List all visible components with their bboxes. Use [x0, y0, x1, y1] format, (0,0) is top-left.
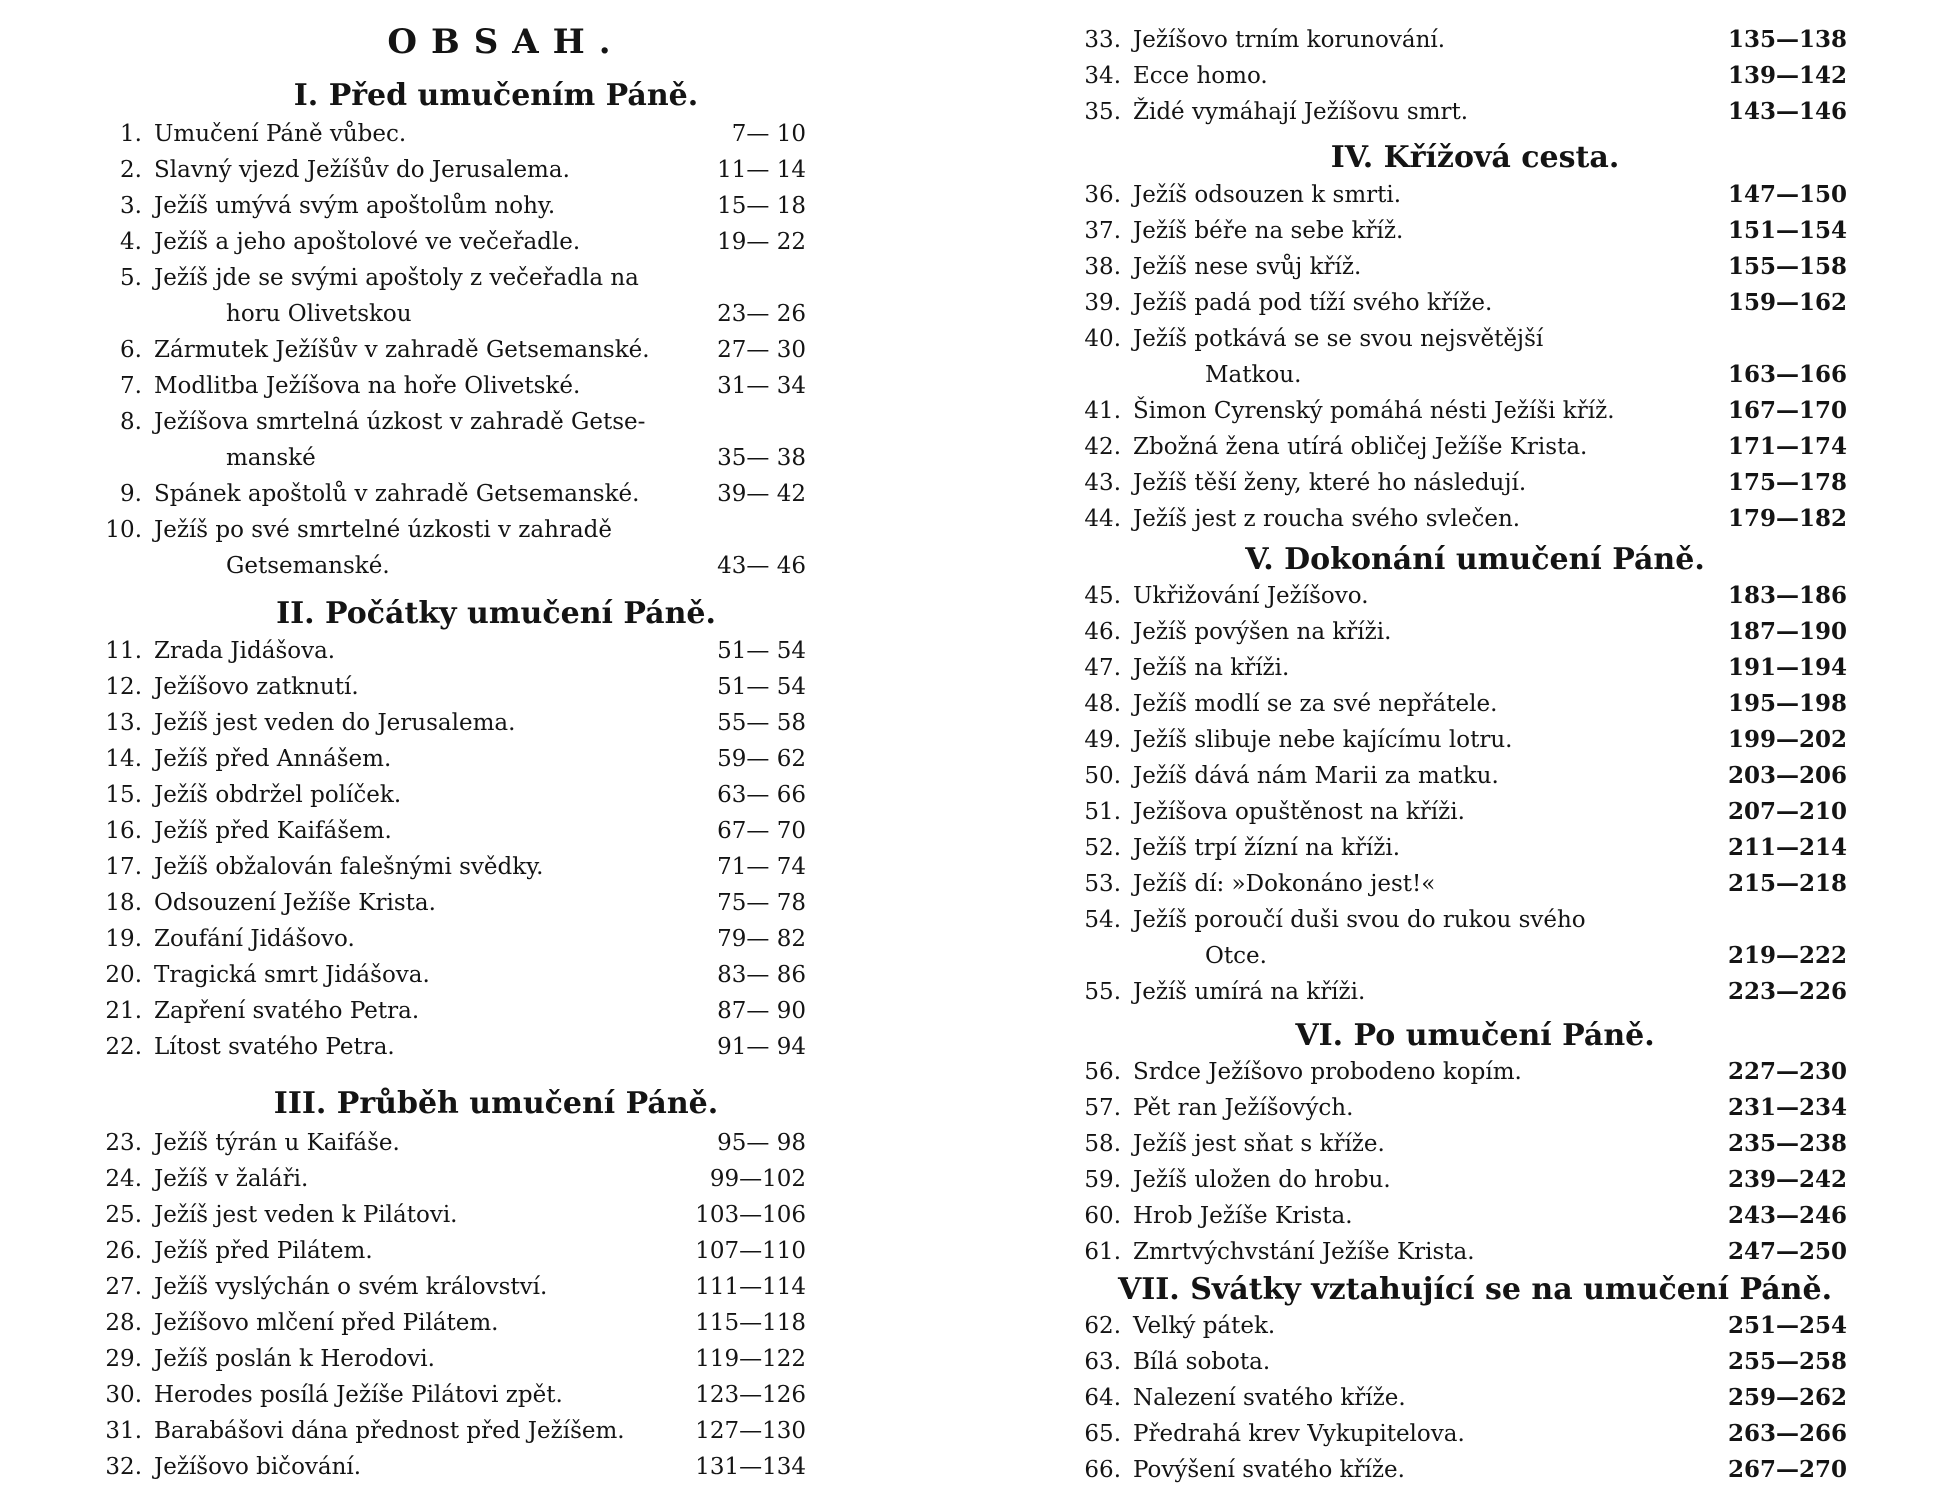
entry-pages: 179—182 [1727, 505, 1847, 532]
toc-entry [1075, 213, 1875, 249]
entry-title: Ježíš na kříži. [1133, 655, 1290, 681]
entry-number: 13. [105, 710, 142, 736]
toc-entry [1075, 429, 1875, 465]
entry-number: 60. [1084, 1203, 1121, 1229]
entry-pages: 35— 38 [717, 445, 806, 471]
entry-title: Barabášovi dána přednost před Ježíšem. [154, 1418, 625, 1444]
entry-title: Ježíš dává nám Marii za matku. [1133, 763, 1499, 789]
entry-title: Zoufání Jidášovo. [154, 926, 355, 952]
entry-title: Ježíš odsouzen k smrti. [1133, 182, 1402, 208]
entry-pages: 235—238 [1727, 1130, 1847, 1157]
entry-number: 19. [105, 926, 142, 952]
toc-entry [1075, 1126, 1875, 1162]
entry-number: 3. [120, 193, 142, 219]
entry-title: Šimon Cyrenský pomáhá nésti Ježíši kříž. [1133, 398, 1615, 424]
entry-number: 62. [1084, 1313, 1121, 1339]
entry-number: 63. [1084, 1349, 1121, 1375]
toc-entry [96, 1341, 896, 1377]
entry-number: 37. [1084, 218, 1121, 244]
entry-title: Ježíšova smrtelná úzkost v zahradě Getse- [154, 409, 646, 435]
entry-title: Ježíšova opuštěnost na kříži. [1133, 799, 1465, 825]
entry-title: Ježíš umývá svým apoštolům nohy. [154, 193, 556, 219]
toc-entry [96, 633, 896, 669]
entry-pages: 51— 54 [717, 674, 806, 700]
entry-pages: 111—114 [695, 1274, 806, 1300]
entry-number: 52. [1084, 835, 1121, 861]
entry-number: 6. [120, 337, 142, 363]
entry-title: Bílá sobota. [1133, 1349, 1271, 1375]
entry-title: Srdce Ježíšovo probodeno kopím. [1133, 1059, 1522, 1085]
entry-number: 17. [105, 854, 142, 880]
entry-title: Ježíšovo bičování. [154, 1454, 362, 1480]
entry-number: 61. [1084, 1239, 1121, 1265]
entry-title: Ježíšovo trním korunování. [1133, 27, 1446, 53]
entry-number: 49. [1084, 727, 1121, 753]
toc-entry [96, 1125, 896, 1161]
entry-number: 27. [105, 1274, 142, 1300]
entry-pages: 203—206 [1727, 762, 1847, 789]
entry-pages: 215—218 [1727, 870, 1847, 897]
toc-entry [96, 476, 896, 512]
entry-pages: 7— 10 [731, 121, 806, 147]
toc-entry [1075, 830, 1875, 866]
entry-title: Modlitba Ježíšova na hoře Olivetské. [154, 373, 581, 399]
entry-pages: 11— 14 [717, 157, 806, 183]
toc-entry [1075, 1198, 1875, 1234]
toc-entry [1075, 1416, 1875, 1452]
toc-entry [1075, 285, 1875, 321]
entry-number: 48. [1084, 691, 1121, 717]
entry-title: Lítost svatého Petra. [154, 1034, 395, 1060]
toc-entry [1075, 249, 1875, 285]
entry-number: 12. [105, 674, 142, 700]
entry-title-continuation: horu Olivetskou [226, 301, 412, 327]
entry-title: Velký pátek. [1133, 1313, 1276, 1339]
entry-title: Předrahá krev Vykupitelova. [1133, 1421, 1465, 1447]
toc-entry [1075, 902, 1875, 974]
entry-number: 58. [1084, 1131, 1121, 1157]
entry-pages: 143—146 [1727, 98, 1847, 125]
entry-pages: 207—210 [1727, 798, 1847, 825]
entry-pages: 51— 54 [717, 638, 806, 664]
toc-entry [96, 1449, 896, 1485]
entry-title: Ježíš a jeho apoštolové ve večeřadle. [154, 229, 581, 255]
section-heading: V. Dokonání umučení Páně. [1245, 542, 1705, 577]
page-title: OBSAH. [387, 22, 625, 62]
entry-title: Židé vymáhají Ježíšovu smrt. [1133, 99, 1469, 125]
entry-pages: 39— 42 [717, 481, 806, 507]
entry-number: 23. [105, 1130, 142, 1156]
toc-entry [96, 957, 896, 993]
entry-pages: 59— 62 [717, 746, 806, 772]
entry-number: 41. [1084, 398, 1121, 424]
entry-number: 5. [120, 265, 142, 291]
entry-title: Ježíš jest veden k Pilátovi. [154, 1202, 458, 1228]
toc-entry [96, 741, 896, 777]
entry-title: Ecce homo. [1133, 63, 1268, 89]
toc-entry [96, 152, 896, 188]
toc-entry [1075, 1308, 1875, 1344]
entry-pages: 91— 94 [717, 1034, 806, 1060]
entry-title: Ježíš jest z roucha svého svlečen. [1133, 506, 1521, 532]
toc-entry [1075, 393, 1875, 429]
toc-entry [1075, 1054, 1875, 1090]
toc-entry [96, 368, 896, 404]
toc-entry [1075, 1380, 1875, 1416]
toc-entry [1075, 758, 1875, 794]
entry-title: Ježíš slibuje nebe kajícímu lotru. [1133, 727, 1513, 753]
entry-title: Ježíš jde se svými apoštoly z večeřadla na [154, 265, 639, 291]
entry-title: Ježíšovo mlčení před Pilátem. [154, 1310, 499, 1336]
entry-number: 25. [105, 1202, 142, 1228]
entry-number: 10. [105, 517, 142, 543]
toc-entry [96, 1305, 896, 1341]
toc-entry [1075, 1090, 1875, 1126]
entry-title: Zrada Jidášova. [154, 638, 336, 664]
entry-number: 29. [105, 1346, 142, 1372]
entry-number: 35. [1084, 99, 1121, 125]
entry-pages: 107—110 [695, 1238, 806, 1264]
entry-number: 9. [120, 481, 142, 507]
entry-number: 65. [1084, 1421, 1121, 1447]
toc-entry [96, 1197, 896, 1233]
entry-pages: 263—266 [1727, 1420, 1847, 1447]
entry-pages: 219—222 [1727, 942, 1847, 969]
entry-number: 16. [105, 818, 142, 844]
entry-title-continuation: manské [226, 445, 316, 471]
entry-number: 50. [1084, 763, 1121, 789]
entry-number: 39. [1084, 290, 1121, 316]
entry-pages: 255—258 [1727, 1348, 1847, 1375]
entry-number: 40. [1084, 326, 1121, 352]
entry-pages: 87— 90 [717, 998, 806, 1024]
toc-entry [96, 1233, 896, 1269]
toc-entry [96, 813, 896, 849]
entry-title: Ježíš těší ženy, které ho následují. [1133, 470, 1527, 496]
entry-title: Ježíš poroučí duši svou do rukou svého [1133, 907, 1586, 933]
entry-title: Pět ran Ježíšových. [1133, 1095, 1354, 1121]
toc-entry [96, 332, 896, 368]
toc-entry [96, 512, 896, 584]
toc-entry [1075, 58, 1875, 94]
entry-pages: 223—226 [1727, 978, 1847, 1005]
entry-number: 33. [1084, 27, 1121, 53]
entry-pages: 167—170 [1727, 397, 1847, 424]
entry-pages: 115—118 [695, 1310, 806, 1336]
entry-pages: 99—102 [709, 1166, 806, 1192]
entry-number: 38. [1084, 254, 1121, 280]
entry-number: 57. [1084, 1095, 1121, 1121]
toc-entry [96, 1161, 896, 1197]
entry-pages: 199—202 [1727, 726, 1847, 753]
entry-title: Ježíš dí: »Dokonáno jest!« [1133, 871, 1436, 897]
toc-entry [1075, 722, 1875, 758]
entry-number: 56. [1084, 1059, 1121, 1085]
entry-number: 36. [1084, 182, 1121, 208]
entry-title: Ukřižování Ježíšovo. [1133, 583, 1369, 609]
entry-title: Spánek apoštolů v zahradě Getsemanské. [154, 481, 640, 507]
entry-pages: 27— 30 [717, 337, 806, 363]
entry-pages: 55— 58 [717, 710, 806, 736]
toc-entry [1075, 94, 1875, 130]
entry-title: Zármutek Ježíšův v zahradě Getsemanské. [154, 337, 650, 363]
entry-title-continuation: Matkou. [1205, 362, 1302, 388]
toc-entry [1075, 974, 1875, 1010]
toc-entry [1075, 650, 1875, 686]
entry-title: Ježíš obžalován falešnými svědky. [154, 854, 544, 880]
toc-entry [1075, 177, 1875, 213]
section-heading: VII. Svátky vztahující se na umučení Páně. [1117, 1272, 1833, 1307]
entry-title: Povýšení svatého kříže. [1133, 1457, 1405, 1483]
section-heading: VI. Po umučení Páně. [1295, 1018, 1655, 1053]
entry-pages: 243—246 [1727, 1202, 1847, 1229]
entry-number: 42. [1084, 434, 1121, 460]
entry-title: Ježíš potkává se se svou nejsvětější [1133, 326, 1544, 352]
entry-title: Tragická smrt Jidášova. [154, 962, 430, 988]
entry-title: Slavný vjezd Ježíšův do Jerusalema. [154, 157, 570, 183]
entry-number: 24. [105, 1166, 142, 1192]
toc-entry [1075, 794, 1875, 830]
entry-pages: 267—270 [1727, 1456, 1847, 1483]
entry-pages: 187—190 [1727, 618, 1847, 645]
entry-pages: 19— 22 [717, 229, 806, 255]
section-heading: III. Průběh umučení Páně. [273, 1086, 719, 1121]
section-heading: II. Počátky umučení Páně. [276, 596, 716, 631]
entry-pages: 151—154 [1727, 217, 1847, 244]
toc-entry [96, 188, 896, 224]
entry-title: Ježíš po své smrtelné úzkosti v zahradě [154, 517, 612, 543]
entry-title: Ježíš poslán k Herodovi. [154, 1346, 435, 1372]
toc-entry [96, 1377, 896, 1413]
entry-pages: 103—106 [695, 1202, 806, 1228]
entry-title: Ježíš umírá na kříži. [1133, 979, 1366, 1005]
toc-entry [1075, 614, 1875, 650]
entry-number: 45. [1084, 583, 1121, 609]
entry-pages: 23— 26 [717, 301, 806, 327]
entry-number: 32. [105, 1454, 142, 1480]
entry-title: Zmrtvýchvstání Ježíše Krista. [1133, 1239, 1475, 1265]
toc-entry [96, 705, 896, 741]
entry-title: Ježíš béře na sebe kříž. [1133, 218, 1404, 244]
entry-title: Ježíš padá pod tíží svého kříže. [1133, 290, 1493, 316]
entry-pages: 251—254 [1727, 1312, 1847, 1339]
toc-entry [1075, 578, 1875, 614]
entry-title: Ježíš před Kaifášem. [154, 818, 392, 844]
entry-pages: 163—166 [1727, 361, 1847, 388]
entry-pages: 231—234 [1727, 1094, 1847, 1121]
entry-number: 66. [1084, 1457, 1121, 1483]
toc-entry [96, 116, 896, 152]
entry-pages: 191—194 [1727, 654, 1847, 681]
entry-number: 43. [1084, 470, 1121, 496]
toc-entry [1075, 501, 1875, 537]
entry-number: 51. [1084, 799, 1121, 825]
entry-title: Hrob Ježíše Krista. [1133, 1203, 1353, 1229]
toc-entry [96, 1269, 896, 1305]
section-heading: I. Před umučením Páně. [293, 78, 699, 113]
entry-title: Ježíš obdržel políček. [154, 782, 402, 808]
entry-title: Ježíš nese svůj kříž. [1133, 254, 1362, 280]
entry-pages: 63— 66 [717, 782, 806, 808]
entry-number: 11. [105, 638, 142, 664]
entry-title: Ježíš jest veden do Jerusalema. [154, 710, 516, 736]
entry-title: Ježíš trpí žízní na kříži. [1133, 835, 1401, 861]
entry-number: 28. [105, 1310, 142, 1336]
entry-pages: 83— 86 [717, 962, 806, 988]
entry-pages: 67— 70 [717, 818, 806, 844]
entry-title: Ježíš vyslýchán o svém království. [154, 1274, 548, 1300]
entry-number: 7. [120, 373, 142, 399]
entry-number: 21. [105, 998, 142, 1024]
entry-pages: 123—126 [695, 1382, 806, 1408]
entry-title: Ježíš jest sňat s kříže. [1133, 1131, 1385, 1157]
toc-entry [96, 777, 896, 813]
entry-pages: 139—142 [1727, 62, 1847, 89]
entry-number: 54. [1084, 907, 1121, 933]
toc-entry [1075, 1234, 1875, 1270]
toc-entry [96, 224, 896, 260]
entry-title: Umučení Páně vůbec. [154, 121, 407, 147]
toc-entry [96, 885, 896, 921]
entry-pages: 71— 74 [717, 854, 806, 880]
entry-number: 34. [1084, 63, 1121, 89]
toc-entry [96, 1029, 896, 1065]
entry-number: 2. [120, 157, 142, 183]
toc-entry [1075, 1344, 1875, 1380]
entry-title: Ježíš uložen do hrobu. [1133, 1167, 1391, 1193]
toc-entry [96, 669, 896, 705]
toc-entry [1075, 866, 1875, 902]
entry-pages: 75— 78 [717, 890, 806, 916]
entry-number: 64. [1084, 1385, 1121, 1411]
entry-pages: 135—138 [1727, 26, 1847, 53]
entry-number: 1. [120, 121, 142, 147]
toc-entry [96, 921, 896, 957]
entry-number: 15. [105, 782, 142, 808]
entry-title: Herodes posílá Ježíše Pilátovi zpět. [154, 1382, 563, 1408]
entry-pages: 227—230 [1727, 1058, 1847, 1085]
entry-pages: 211—214 [1727, 834, 1847, 861]
toc-entry [1075, 686, 1875, 722]
entry-title-continuation: Otce. [1205, 943, 1267, 969]
entry-title: Ježíš před Pilátem. [154, 1238, 373, 1264]
toc-entry [1075, 1452, 1875, 1488]
entry-pages: 195—198 [1727, 690, 1847, 717]
entry-title: Nalezení svatého kříže. [1133, 1385, 1406, 1411]
toc-entry [96, 993, 896, 1029]
toc-entry [96, 260, 896, 332]
entry-pages: 31— 34 [717, 373, 806, 399]
entry-number: 44. [1084, 506, 1121, 532]
entry-number: 20. [105, 962, 142, 988]
entry-pages: 95— 98 [717, 1130, 806, 1156]
entry-pages: 15— 18 [717, 193, 806, 219]
entry-pages: 147—150 [1727, 181, 1847, 208]
entry-title: Ježíšovo zatknutí. [154, 674, 359, 700]
entry-title: Ježíš modlí se za své nepřátele. [1133, 691, 1498, 717]
entry-pages: 159—162 [1727, 289, 1847, 316]
entry-pages: 131—134 [695, 1454, 806, 1480]
entry-number: 18. [105, 890, 142, 916]
entry-pages: 259—262 [1727, 1384, 1847, 1411]
entry-pages: 79— 82 [717, 926, 806, 952]
toc-entry [96, 404, 896, 476]
entry-title-continuation: Getsemanské. [226, 553, 390, 579]
entry-number: 4. [120, 229, 142, 255]
entry-number: 59. [1084, 1167, 1121, 1193]
entry-number: 14. [105, 746, 142, 772]
toc-entry [1075, 22, 1875, 58]
entry-title: Ježíš v žaláři. [154, 1166, 309, 1192]
entry-title: Ježíš povýšen na kříži. [1133, 619, 1392, 645]
entry-number: 46. [1084, 619, 1121, 645]
entry-title: Zapření svatého Petra. [154, 998, 420, 1024]
entry-number: 47. [1084, 655, 1121, 681]
toc-entry [1075, 1162, 1875, 1198]
toc-entry [96, 1413, 896, 1449]
entry-title: Ježíš před Annášem. [154, 746, 392, 772]
entry-pages: 43— 46 [717, 553, 806, 579]
entry-pages: 239—242 [1727, 1166, 1847, 1193]
entry-number: 31. [105, 1418, 142, 1444]
toc-entry [1075, 321, 1875, 393]
entry-number: 8. [120, 409, 142, 435]
section-heading: IV. Křížová cesta. [1330, 140, 1620, 175]
entry-number: 30. [105, 1382, 142, 1408]
entry-title: Odsouzení Ježíše Krista. [154, 890, 436, 916]
toc-entry [96, 849, 896, 885]
entry-number: 22. [105, 1034, 142, 1060]
entry-number: 53. [1084, 871, 1121, 897]
toc-entry [1075, 465, 1875, 501]
entry-pages: 183—186 [1727, 582, 1847, 609]
entry-title: Zbožná žena utírá obličej Ježíše Krista. [1133, 434, 1588, 460]
entry-pages: 127—130 [695, 1418, 806, 1444]
entry-number: 55. [1084, 979, 1121, 1005]
entry-pages: 119—122 [695, 1346, 806, 1372]
entry-number: 26. [105, 1238, 142, 1264]
entry-pages: 171—174 [1727, 433, 1847, 460]
entry-pages: 175—178 [1727, 469, 1847, 496]
entry-title: Ježíš týrán u Kaifáše. [154, 1130, 400, 1156]
entry-pages: 155—158 [1727, 253, 1847, 280]
entry-pages: 247—250 [1727, 1238, 1847, 1265]
